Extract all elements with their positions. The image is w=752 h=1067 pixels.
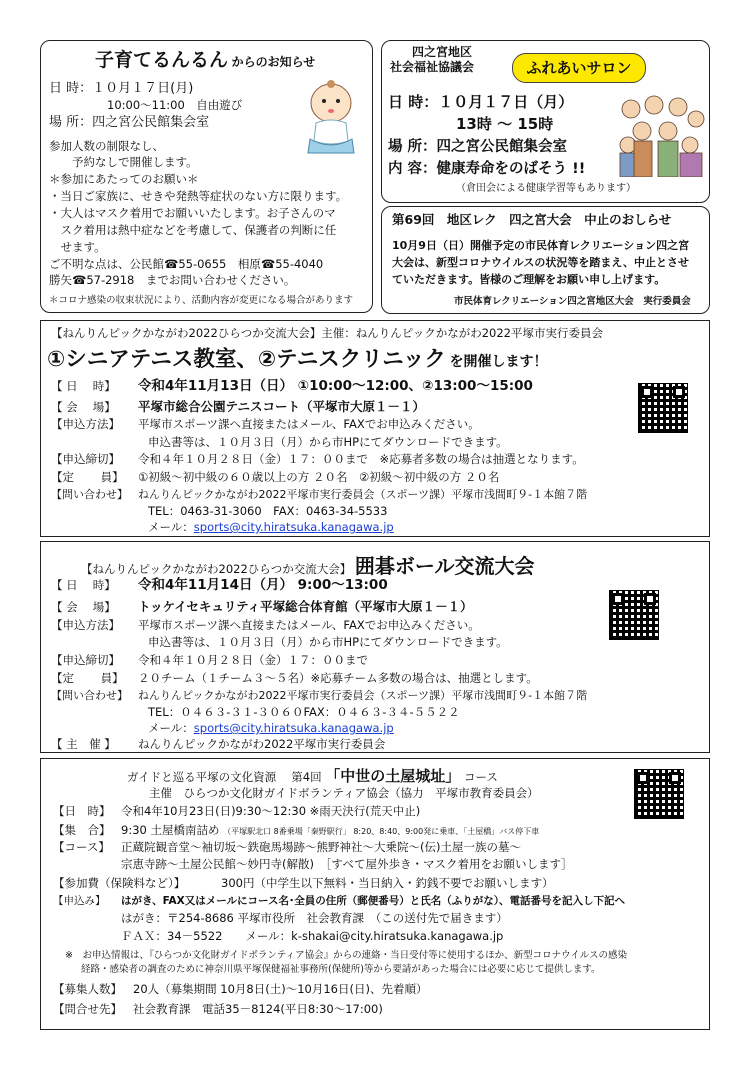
igo-headline: 囲碁ボール交流大会 — [354, 554, 535, 578]
igo-row: 【申込締切】 令和４年１０月２８日（金）１７：００まで — [51, 653, 368, 667]
salon-panel — [381, 40, 710, 203]
tennis-mail-row: メール：sports@city.hiratsuka.kanagawa.jp — [148, 520, 394, 534]
rec-title: 第69回 地区レク 四之宮大会 中止のおしらせ — [392, 212, 672, 227]
rec-body-line: ていただきます。皆様のご理解をお願い申し上げます。 — [392, 273, 666, 286]
tennis-headline: ①シニアテニス教室、②テニスクリニック — [47, 347, 446, 372]
kosodate-panel: 子育てるんるん からのお知らせ 日 時：１０月１７日(月) 10:00～11:00 自由遊び 場 所：四之宮公民館集会室 参加人数の制限なし、 予約なしで開催します。 ＊参加にあたってのお願い＊ ・当日ご家族に、せきや発熱等症状のない方に限ります。 ・大人はマスク着用でお願いいたします。お子さんのマ スク着用は熱中症などを考慮して、保護者の判断に任 せます。 ご不明な点は、公民館☎55-0655 相原☎55-4040 勝矢☎57-2918 までお問い合わせください。 ＊コロナ感染の収束状況により、活動内容が変更になる場合があります — [40, 40, 373, 313]
rec-signature: 市民体育レクリエーション四之宮地区大会 実行委員会 — [454, 296, 691, 307]
salon-badge: ふれあいサロン — [512, 53, 646, 83]
rec-body-line: 大会は、新型コロナウイルスの状況等を踏まえ、中止とさせ — [392, 256, 689, 269]
tennis-row: 【 日 時】 令和4年11月13日（日） ①10:00～12:00、②13:00～15:00 — [51, 378, 533, 394]
guide-meeting-note: （平塚駅北口 8番乗場「秦野駅行」 8:20、8:40、9:00発に乗車、「土屋橋」バス停下車 — [223, 827, 540, 836]
tennis-headline-suffix: を開催します！ — [449, 354, 548, 370]
guide-row: ＦＡＸ：34－5522 メール：k-shakai@city.hiratsuka.kanagawa.jp — [121, 929, 504, 943]
igo-panel — [40, 541, 710, 753]
guide-row: 【募集人数】 20人（募集期間 10月8日(土)～10月16日(日)、先着順） — [53, 982, 428, 996]
igo-row: 【問い合わせ】 ねんりんピックかながわ2022平塚市実行委員会（スポーツ課）平塚市浅間町９-１本館７階 — [51, 689, 588, 702]
salon-place: 場 所：四之宮公民館集会室 — [388, 139, 568, 155]
salon-content: 内 容：健康寿命をのばそう !! — [388, 161, 586, 177]
guide-row: 【コース】 正蔵院観音堂～袖切坂～鉄砲馬場跡～熊野神社～大乗院～(伝)土屋一族の墓～ — [53, 840, 521, 854]
guide-row: 宗恵寺跡～土屋公民館～妙円寺(解散) ［すべて屋外歩き・マスク着用をお願いします］ — [121, 857, 573, 871]
kosodate-title: 子育てるんるん — [95, 49, 229, 71]
guide-row: 【参加費（保険料など）】 300円（中学生以下無料・当日納入・釣銭不要でお願いします） — [53, 876, 554, 890]
guide-row: 【日 時】 令和4年10月23日(日)9:30～12:30 ※雨天決行(荒天中止) — [53, 804, 421, 818]
guide-row: 【集 合】 9:30 土屋橋南詰め （平塚駅北口 8番乗場「秦野駅行」 8:20、8:40、9:00発に乗車、「土屋橋」バス停下車 — [53, 823, 540, 837]
guide-title-pre: ガイドと巡る平塚の文化資源 第4回 — [127, 770, 322, 784]
igo-host-row: 【 主 催 】 ねんりんピックかながわ2022平塚市実行委員会 — [51, 737, 386, 751]
tennis-row: 申込書等は、１０月３日（月）から市HPにてダウンロードできます。 — [148, 435, 508, 449]
kosodate-time: 10:00～11:00 自由遊び — [107, 98, 243, 112]
guide-title-post: コース — [463, 770, 498, 784]
igo-row: 【定 員】 ２０チーム（１チーム３～５名）※応募チーム多数の場合は、抽選とします。 — [51, 671, 538, 685]
salon-org-2: 社会福祉協議会 — [390, 60, 475, 74]
igo-row: 申込書等は、１０月３日（月）から市HPにてダウンロードできます。 — [148, 635, 508, 649]
igo-mail-row: メール：sports@city.hiratsuka.kanagawa.jp — [148, 721, 394, 735]
rec-body-line: 10月9日（日）開催予定の市民体育レクリエーション四之宮 — [392, 239, 690, 252]
igo-row: TEL：０４６３-３１-３０６０FAX：０４６３-３４-５５２２ — [148, 705, 460, 719]
elderly-group-illustration — [616, 89, 706, 177]
salon-org-1: 四之宮地区 — [412, 45, 473, 59]
tennis-mail-link[interactable]: sports@city.hiratsuka.kanagawa.jp — [193, 520, 394, 534]
tennis-row: 【申込方法】 平塚市スポーツ課へ直接またはメール、FAXでお申込みください。 — [51, 417, 480, 431]
salon-content-note: （倉田会による健康学習等もあります） — [456, 183, 636, 194]
tennis-panel — [40, 320, 710, 537]
tennis-row: 【申込締切】 令和４年１０月２８日（金）１７：００まで ※応募者多数の場合は抽選となります。 — [51, 452, 584, 466]
tennis-qr-code[interactable] — [638, 383, 688, 433]
kosodate-note: ＊コロナ感染の収束状況により、活動内容が変更になる場合があります — [49, 295, 354, 306]
guide-row: はがき：〒254-8686 平塚市役所 社会教育課 （この送付先で届きます） — [121, 911, 508, 925]
igo-mail-link[interactable]: sports@city.hiratsuka.kanagawa.jp — [193, 721, 394, 735]
igo-row: 【 日 時】 令和4年11月14日（月） 9:00～13:00 — [51, 577, 388, 593]
baby-illustration — [296, 79, 366, 157]
rec-cancel-panel — [381, 206, 710, 314]
igo-row: 【 会 場】 トッケイセキュリティ平塚総合体育館（平塚市大原１－１） — [51, 599, 473, 614]
guide-row: 【問合せ先】 社会教育課 電話35－8124(平日8:30～17:00) — [53, 1002, 383, 1016]
guide-row: 【申込み】 はがき、FAX又はメールにコース名･全員の住所（郵便番号）と氏名（ふりがな）、電話番号を記入し下記へ — [53, 895, 626, 907]
guide-sponsor: 主催 ひらつか文化財ガイドボランティア協会（協力 平塚市教育委員会） — [149, 786, 539, 800]
igo-row: 【申込方法】 平塚市スポーツ課へ直接またはメール、FAXでお申込みください。 — [51, 618, 480, 632]
kosodate-date: 日 時：１０月１７日(月) — [49, 81, 194, 96]
tennis-row: 【問い合わせ】 ねんりんピックかながわ2022平塚市実行委員会（スポーツ課）平塚市浅間町９-１本館７階 — [51, 488, 588, 501]
kosodate-title-suffix: からのお知らせ — [231, 55, 316, 69]
salon-date: 日 時：１０月１７日（月） — [388, 93, 574, 111]
tennis-row: 【定 員】 ①初級～初中級の６０歳以上の方 ２０名 ②初級～初中級の方 ２０名 — [51, 470, 500, 484]
guide-qr-code[interactable] — [634, 769, 684, 819]
tennis-header: 【ねんりんピックかながわ2022ひらつか交流大会】主催：ねんりんピックかながわ2022平塚市実行委員会 — [51, 326, 603, 340]
guide-panel — [40, 758, 710, 1030]
salon-time: 13時 ～ 15時 — [456, 115, 554, 133]
guide-title-main: 「中世の土屋城址」 — [325, 767, 461, 785]
igo-header: 【ねんりんピックかながわ2022ひらつか交流大会】 — [81, 562, 352, 576]
igo-qr-code[interactable] — [609, 590, 659, 640]
guide-notice-line: ※ お申込情報は、『ひらつか文化財ガイドボランティア協会』からの連絡・当日受付等に使用するほか、新型コロナウイルスの感染 — [65, 950, 628, 961]
guide-notice-line: 経路・感染者の調査のために神奈川県平塚保健福祉事務所(保健所)等から要請があった場合には必要に応じて提供します。 — [81, 964, 601, 975]
kosodate-place: 場 所：四之宮公民館集会室 — [49, 115, 210, 130]
tennis-row: TEL：0463-31-3060 FAX：0463-34-5533 — [148, 504, 388, 518]
tennis-row: 【 会 場】 平塚市総合公園テニスコート（平塚市大原１－１） — [51, 399, 426, 414]
